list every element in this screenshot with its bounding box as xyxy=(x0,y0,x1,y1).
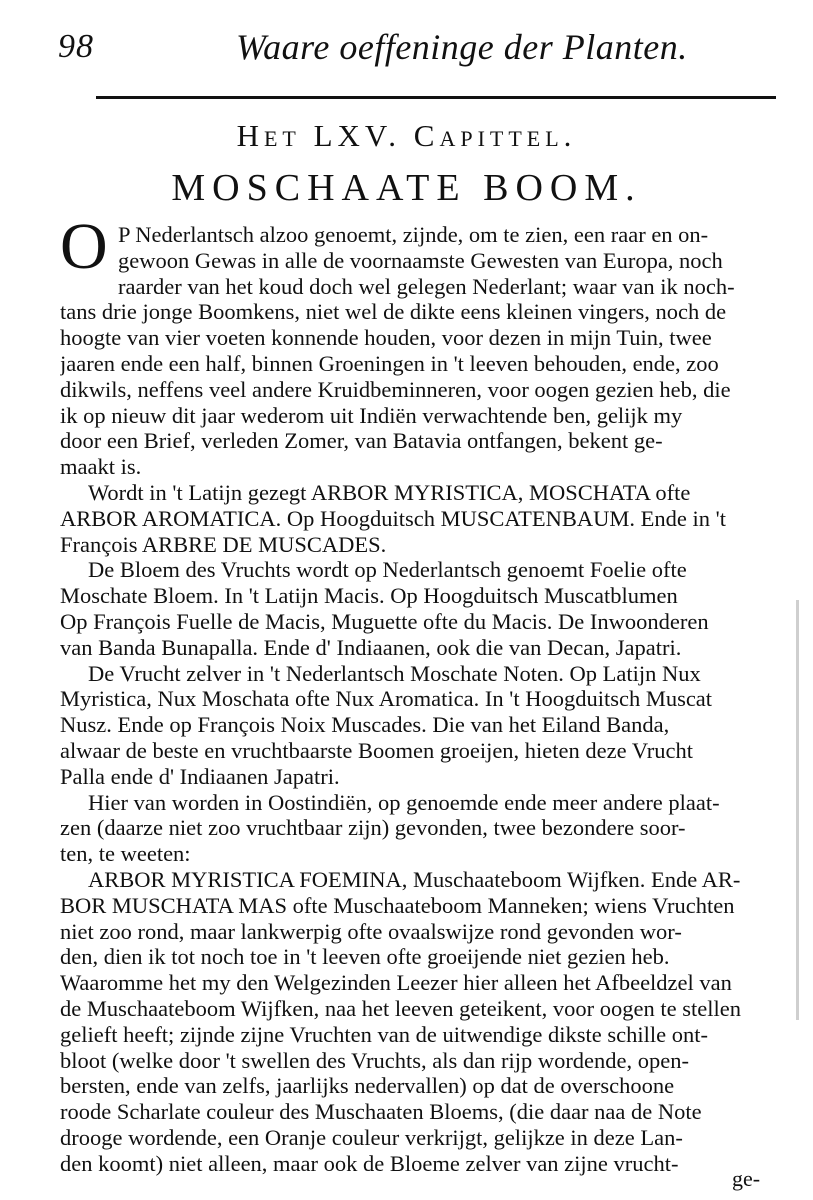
text-line: Waaromme het my den Welgezinden Leezer hier alleen het Afbeeldzel van xyxy=(60,970,732,996)
text-line: bloot (welke door 't swellen des Vruchts, als dan rijp wordende, open- xyxy=(60,1047,690,1073)
page-number: 98 xyxy=(58,28,94,65)
body-text xyxy=(60,222,780,1176)
text-line: Myristica, Nux Moschata ofte Nux Aromatica. In 't Hoogduitsch Muscat xyxy=(60,686,713,712)
text-line: zen (daarze niet zoo vruchtbaar zijn) gevonden, twee bezondere soor- xyxy=(60,815,686,841)
text-line: van Banda Bunapalla. Ende d' Indiaanen, ook die van Decan, Japatri. xyxy=(60,634,682,660)
text-line: ARBOR AROMATICA. Op Hoogduitsch MUSCATENBAUM. Ende in 't xyxy=(60,505,726,531)
text-line: jaaren ende een half, binnen Groeningen in 't leeven behouden, ende, zoo xyxy=(60,350,719,376)
text-line: den, dien ik tot noch toe in 't leeven ofte groeijende niet gezien heb. xyxy=(60,944,670,970)
text-line: alwaar de beste en vruchtbaarste Boomen groeijen, hieten deze Vrucht xyxy=(60,737,693,763)
text-line: Wordt in 't Latijn gezegt ARBOR MYRISTICA, MOSCHATA ofte xyxy=(88,479,691,505)
text-line: door een Brief, verleden Zomer, van Batavia ontfangen, bekent ge- xyxy=(60,428,663,454)
text-line: roode Scharlate couleur des Muschaaten Bloems, (die daar naa de Note xyxy=(60,1099,702,1125)
text-line: Moschate Bloem. In 't Latijn Macis. Op Hoogduitsch Muscatblumen xyxy=(60,583,678,609)
text-line: de Muschaateboom Wijfken, naa het leeven geteikent, voor oogen te stellen xyxy=(60,995,741,1021)
text-line: BOR MUSCHATA MAS ofte Muschaateboom Manneken; wiens Vruchten xyxy=(60,892,735,918)
header-rule xyxy=(96,96,776,99)
page-header xyxy=(58,22,758,74)
text-line: De Bloem des Vruchts wordt op Nederlantsch genoemt Foelie ofte xyxy=(88,557,687,583)
text-line: François ARBRE DE MUSCADES. xyxy=(60,531,387,557)
text-line: Op François Fuelle de Macis, Muguette ofte du Macis. De Inwoonderen xyxy=(60,608,709,634)
text-line: raarder van het koud doch wel gelegen Nederlant; waar van ik noch- xyxy=(118,273,735,299)
text-line: dikwils, neffens veel andere Kruidbeminneren, voor oogen gezien heb, die xyxy=(60,376,731,402)
text-line: den koomt) niet alleen, maar ook de Bloeme zelver van zijne vrucht- xyxy=(60,1150,679,1176)
text-line: drooge wordende, een Oranje couleur verkrijgt, gelijkze in deze Lan- xyxy=(60,1124,683,1150)
text-line: maakt is. xyxy=(60,454,142,480)
text-line: tans drie jonge Boomkens, niet wel de dikte eens kleinen vingers, noch de xyxy=(60,299,727,325)
chapter-heading: Het LXV. Capittel. xyxy=(236,118,577,153)
catchword: ge- xyxy=(732,1166,761,1191)
text-line: gelieft heeft; zijnde zijne Vruchten van de uitwendige dikste schille ont- xyxy=(60,1021,709,1047)
text-line: Hier van worden in Oostindiën, op genoemde ende meer andere plaat- xyxy=(88,789,720,815)
chapter-title: MOSCHAATE BOOM. xyxy=(171,167,642,209)
page-edge-shadow xyxy=(796,600,799,1020)
text-line: ARBOR MYRISTICA FOEMINA, Muschaateboom Wijfken. Ende AR- xyxy=(88,866,741,892)
running-title: Waare oeffeninge der Planten. xyxy=(236,27,688,67)
text-line: gewoon Gewas in alle de voornaamste Gewesten van Europa, noch xyxy=(118,247,723,273)
text-line: De Vrucht zelver in 't Nederlantsch Moschate Noten. Op Latijn Nux xyxy=(88,660,701,686)
text-line: Nusz. Ende op François Noix Muscades. Die van het Eiland Banda, xyxy=(60,712,670,738)
text-line: P Nederlantsch alzoo genoemt, zijnde, om te zien, een raar en on- xyxy=(118,222,709,247)
text-line: bersten, ende van zelfs, jaarlijks nedervallen) op dat de overschoone xyxy=(60,1073,675,1099)
text-line: ten, te weeten: xyxy=(60,841,191,867)
text-line: Palla ende d' Indiaanen Japatri. xyxy=(60,763,340,789)
drop-cap: O xyxy=(60,210,108,283)
text-line: hoogte van vier voeten konnende houden, voor dezen in mijn Tuin, twee xyxy=(60,325,712,351)
text-line: ik op nieuw dit jaar wederom uit Indiën verwachtende ben, gelijk my xyxy=(60,402,683,428)
text-line: niet zoo rond, maar lankwerpig ofte ovaalswijze rond gevonden wor- xyxy=(60,918,682,944)
